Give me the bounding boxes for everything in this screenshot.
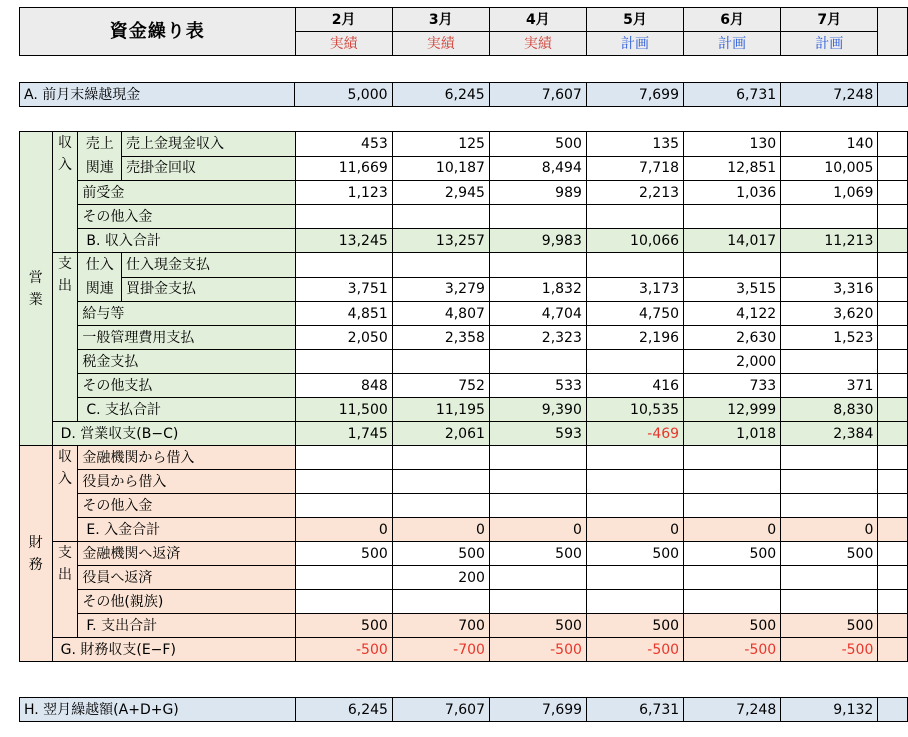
cell-value	[489, 253, 586, 278]
cell-value: 500	[489, 542, 586, 566]
cell-value	[684, 205, 781, 229]
cell-value	[781, 350, 878, 374]
cell-value: 733	[684, 374, 781, 398]
cell-value: 2,384	[781, 422, 878, 446]
cell-value: 135	[586, 132, 683, 157]
header-table	[19, 7, 908, 56]
table-row	[20, 566, 908, 590]
month-header: 7月	[781, 8, 878, 32]
cell-value: 500	[586, 542, 683, 566]
cell-value: 2,945	[392, 181, 489, 205]
table-row	[20, 542, 908, 566]
cell-value: 500	[781, 542, 878, 566]
cell-value: 9,390	[489, 398, 586, 422]
cell-value	[781, 253, 878, 278]
cell-value: 11,669	[295, 156, 392, 181]
cell-value	[392, 205, 489, 229]
cell-value	[392, 446, 489, 470]
next-column-stub	[878, 374, 908, 398]
cell-value	[781, 494, 878, 518]
cell-value	[489, 566, 586, 590]
cell-value	[489, 470, 586, 494]
cell-value	[489, 590, 586, 614]
cell-value: 6,245	[295, 698, 392, 722]
cell-value	[489, 446, 586, 470]
cell-value	[586, 446, 683, 470]
cell-value: 2,630	[684, 326, 781, 350]
cell-value: 1,832	[489, 277, 586, 302]
cell-value: 0	[489, 518, 586, 542]
month-header: 4月	[489, 8, 586, 32]
status-actual: 実績	[295, 32, 392, 56]
cell-value: 10,005	[781, 156, 878, 181]
cell-value: 1,069	[781, 181, 878, 205]
cell-value	[586, 205, 683, 229]
group-purchase: 仕入 関連	[78, 253, 122, 302]
cell-value	[684, 566, 781, 590]
cell-value: 2,061	[392, 422, 489, 446]
next-column-stub	[878, 83, 908, 107]
cell-value: 4,704	[489, 302, 586, 326]
cell-value: 2,358	[392, 326, 489, 350]
section-finance: 財 務	[20, 446, 53, 662]
cell-value	[489, 205, 586, 229]
cell-value: 848	[295, 374, 392, 398]
status-actual: 実績	[392, 32, 489, 56]
cell-value	[684, 590, 781, 614]
cell-value: 6,731	[684, 83, 781, 107]
cell-value: 14,017	[684, 229, 781, 253]
cell-value: 125	[392, 132, 489, 157]
opening-balance-table	[19, 82, 908, 107]
next-column-stub	[878, 350, 908, 374]
cell-value: 4,750	[586, 302, 683, 326]
cell-value: 8,830	[781, 398, 878, 422]
next-column-stub	[878, 277, 908, 302]
cell-value	[781, 470, 878, 494]
table-row	[20, 494, 908, 518]
cell-value: 10,535	[586, 398, 683, 422]
month-header: 6月	[684, 8, 781, 32]
cell-value: 0	[684, 518, 781, 542]
cell-value: 3,751	[295, 277, 392, 302]
table-row	[20, 302, 908, 326]
cell-value: 6,245	[392, 83, 489, 107]
next-column-stub	[878, 566, 908, 590]
cell-value: 130	[684, 132, 781, 157]
month-header: 5月	[586, 8, 683, 32]
cell-value	[392, 470, 489, 494]
next-column-stub	[878, 470, 908, 494]
table-row	[20, 518, 908, 542]
row-label: 金融機関から借入	[78, 446, 295, 470]
table-row	[20, 277, 908, 302]
cell-value: 3,316	[781, 277, 878, 302]
cell-value: 9,132	[781, 698, 878, 722]
cell-value: 500	[586, 614, 683, 638]
cell-value: -500	[295, 638, 392, 662]
cell-value: 10,187	[392, 156, 489, 181]
cell-value: 7,699	[490, 698, 587, 722]
next-column-stub	[878, 542, 908, 566]
sheet-title: 資金繰り表	[20, 8, 296, 56]
section-operating: 営 業	[20, 132, 53, 446]
cell-value: 10,066	[586, 229, 683, 253]
row-label: 売上金現金収入	[122, 132, 296, 157]
cell-value: -500	[684, 638, 781, 662]
row-label: C. 支払合計	[78, 398, 295, 422]
sub-fin-expense: 支 出	[52, 542, 78, 638]
row-label: E. 入金合計	[78, 518, 295, 542]
cell-value	[781, 446, 878, 470]
next-column-stub	[878, 302, 908, 326]
cell-value: 7,248	[781, 83, 878, 107]
cell-value: 0	[392, 518, 489, 542]
cell-value: 9,983	[489, 229, 586, 253]
table-row	[20, 326, 908, 350]
table-row	[20, 638, 908, 662]
cell-value	[489, 350, 586, 374]
next-column-stub	[878, 205, 908, 229]
next-column-stub	[878, 8, 908, 56]
row-label: 買掛金支払	[122, 277, 296, 302]
cell-value	[586, 566, 683, 590]
cell-value: 2,213	[586, 181, 683, 205]
cell-value	[295, 566, 392, 590]
row-label: その他支払	[78, 374, 295, 398]
cell-value: 2,196	[586, 326, 683, 350]
cell-value	[295, 470, 392, 494]
row-label: その他入金	[78, 205, 295, 229]
cell-value	[392, 590, 489, 614]
cell-value: 593	[489, 422, 586, 446]
next-column-stub	[878, 398, 908, 422]
cell-value: 371	[781, 374, 878, 398]
next-column-stub	[878, 132, 908, 157]
row-label: 税金支払	[78, 350, 295, 374]
cell-value: 453	[295, 132, 392, 157]
cell-value	[781, 205, 878, 229]
next-column-stub	[878, 590, 908, 614]
cell-value: 533	[489, 374, 586, 398]
cell-value: 7,248	[684, 698, 781, 722]
next-column-stub	[878, 422, 908, 446]
next-column-stub	[878, 156, 908, 181]
cell-value	[489, 494, 586, 518]
cell-value: -500	[489, 638, 586, 662]
cell-value: 6,731	[587, 698, 684, 722]
next-column-stub	[878, 518, 908, 542]
next-column-stub	[878, 494, 908, 518]
cell-value: -500	[781, 638, 878, 662]
next-column-stub	[878, 181, 908, 205]
row-label: その他(親族)	[78, 590, 295, 614]
cell-value: 500	[489, 132, 586, 157]
cell-value	[586, 494, 683, 518]
cell-value: 4,807	[392, 302, 489, 326]
cell-value	[392, 494, 489, 518]
table-row	[20, 205, 908, 229]
closing-balance-table	[19, 697, 908, 722]
sub-fin-income: 収 入	[52, 446, 78, 542]
group-sales: 売上 関連	[78, 132, 122, 181]
cell-value	[295, 253, 392, 278]
cell-value: 3,515	[684, 277, 781, 302]
cell-value: -500	[586, 638, 683, 662]
cell-value: 500	[392, 542, 489, 566]
cell-value: 1,123	[295, 181, 392, 205]
status-plan: 計画	[586, 32, 683, 56]
cell-value: 11,195	[392, 398, 489, 422]
next-column-stub	[878, 446, 908, 470]
next-column-stub	[878, 253, 908, 278]
month-header: 3月	[392, 8, 489, 32]
status-plan: 計画	[781, 32, 878, 56]
row-label: 役員へ返済	[78, 566, 295, 590]
next-column-stub	[878, 698, 908, 722]
table-row	[20, 350, 908, 374]
cell-value	[586, 350, 683, 374]
cell-value: 11,213	[781, 229, 878, 253]
row-label-closing-balance: H. 翌月繰越額(A+D+G)	[20, 698, 296, 722]
next-column-stub	[878, 326, 908, 350]
cell-value: 3,620	[781, 302, 878, 326]
cell-value: 4,122	[684, 302, 781, 326]
cell-value: 0	[781, 518, 878, 542]
table-row	[20, 132, 908, 157]
cell-value	[781, 566, 878, 590]
cell-value: 5,000	[295, 83, 392, 107]
cell-value: 200	[392, 566, 489, 590]
cell-value: 140	[781, 132, 878, 157]
cell-value: 7,607	[489, 83, 586, 107]
cell-value: 500	[295, 542, 392, 566]
row-label: その他入金	[78, 494, 295, 518]
month-header: 2月	[295, 8, 392, 32]
cell-value: 13,245	[295, 229, 392, 253]
row-label: 仕入現金支払	[122, 253, 296, 278]
cell-value: 2,000	[684, 350, 781, 374]
status-actual: 実績	[489, 32, 586, 56]
cell-value: 12,999	[684, 398, 781, 422]
cell-value	[684, 446, 781, 470]
sub-expense: 支 出	[52, 253, 78, 422]
cell-value: 416	[586, 374, 683, 398]
cell-value: 1,036	[684, 181, 781, 205]
cell-value: 989	[489, 181, 586, 205]
cell-value: 0	[586, 518, 683, 542]
cell-value: 7,607	[392, 698, 489, 722]
next-column-stub	[878, 638, 908, 662]
cell-value	[295, 350, 392, 374]
row-label: 役員から借入	[78, 470, 295, 494]
cell-value: 11,500	[295, 398, 392, 422]
cell-value	[295, 205, 392, 229]
cell-value: 12,851	[684, 156, 781, 181]
row-label-opening-balance: A. 前月末繰越現金	[20, 83, 295, 107]
cell-value: 500	[684, 542, 781, 566]
row-label: B. 収入合計	[78, 229, 295, 253]
cell-value: 500	[295, 614, 392, 638]
row-label: 売掛金回収	[122, 156, 296, 181]
cell-value: 2,323	[489, 326, 586, 350]
cell-value	[586, 470, 683, 494]
main-table	[19, 131, 908, 662]
cell-value	[781, 590, 878, 614]
cell-value: 1,018	[684, 422, 781, 446]
row-label: 前受金	[78, 181, 295, 205]
cell-value	[295, 590, 392, 614]
cell-value	[295, 494, 392, 518]
cell-value: 752	[392, 374, 489, 398]
cell-value	[684, 470, 781, 494]
table-row	[20, 470, 908, 494]
row-label: 一般管理費用支払	[78, 326, 295, 350]
cell-value: 3,279	[392, 277, 489, 302]
cell-value	[586, 590, 683, 614]
next-column-stub	[878, 614, 908, 638]
table-row	[20, 590, 908, 614]
table-row	[20, 229, 908, 253]
row-label: D. 営業収支(B−C)	[52, 422, 295, 446]
table-row	[20, 614, 908, 638]
table-row	[20, 446, 908, 470]
cell-value: 1,745	[295, 422, 392, 446]
table-row	[20, 422, 908, 446]
cell-value: -700	[392, 638, 489, 662]
row-label: F. 支出合計	[78, 614, 295, 638]
row-label: 金融機関へ返済	[78, 542, 295, 566]
cell-value: 7,699	[586, 83, 683, 107]
cell-value: 8,494	[489, 156, 586, 181]
cell-value: 500	[684, 614, 781, 638]
next-column-stub	[878, 229, 908, 253]
cell-value	[392, 350, 489, 374]
sub-income: 収 入	[52, 132, 78, 253]
row-label: G. 財務収支(E−F)	[52, 638, 295, 662]
cell-value: 700	[392, 614, 489, 638]
cell-value: 0	[295, 518, 392, 542]
cell-value: 7,718	[586, 156, 683, 181]
cell-value	[684, 494, 781, 518]
table-row	[20, 181, 908, 205]
cell-value	[586, 253, 683, 278]
cell-value	[295, 446, 392, 470]
table-row	[20, 253, 908, 278]
cell-value	[392, 253, 489, 278]
cell-value: -469	[586, 422, 683, 446]
cell-value: 500	[489, 614, 586, 638]
cell-value: 4,851	[295, 302, 392, 326]
table-row	[20, 374, 908, 398]
table-row	[20, 398, 908, 422]
cell-value: 500	[781, 614, 878, 638]
cell-value: 13,257	[392, 229, 489, 253]
cell-value	[684, 253, 781, 278]
cell-value: 1,523	[781, 326, 878, 350]
row-label: 給与等	[78, 302, 295, 326]
table-row	[20, 156, 908, 181]
cell-value: 3,173	[586, 277, 683, 302]
cell-value: 2,050	[295, 326, 392, 350]
status-plan: 計画	[684, 32, 781, 56]
